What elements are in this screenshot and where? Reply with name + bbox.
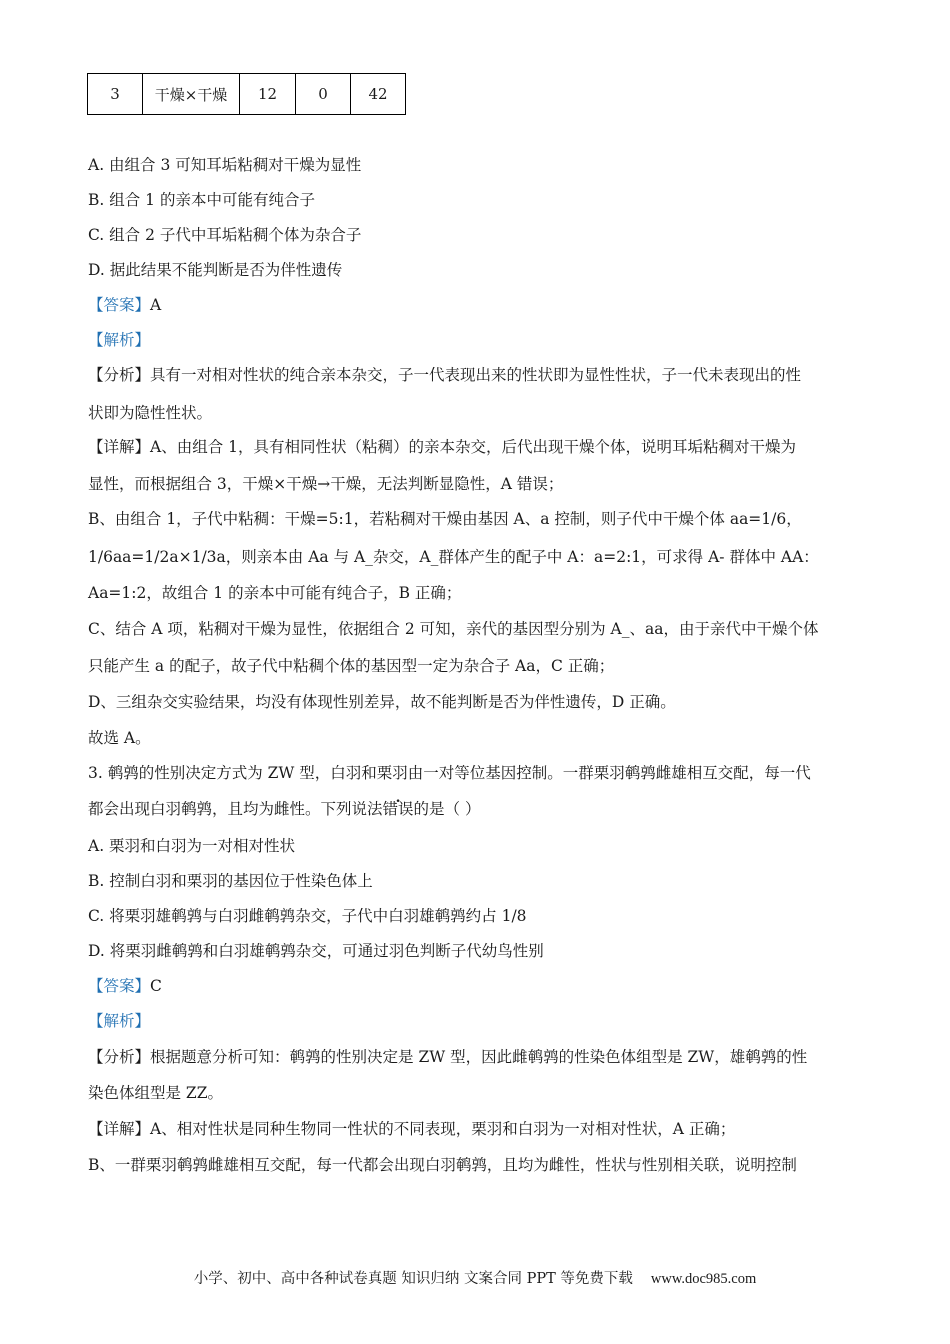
q2-detail-line-3: B、由组合 1，子代中粘稠：干燥=5:1，若粘稠对干燥由基因 A、a 控制，则子代中干燥个体 aa=1/6， <box>88 510 802 528</box>
fenxi-tag: 【分析】 <box>88 366 151 384</box>
q3-option-b: B. 控制白羽和栗羽的基因位于性染色体上 <box>88 872 373 890</box>
fenxi-text: 具有一对相对性状的纯合亲本杂交，子一代表现出来的性状即为显性性状，子一代未表现出的性 <box>150 366 802 384</box>
q2-detail-line-7: 只能产生 a 的配子，故子代中粘稠个体的基因型一定为杂合子 Aa，C 正确； <box>88 657 615 675</box>
q3-option-c: C. 将栗羽雄鹌鹑与白羽雌鹌鹑杂交，子代中白羽雄鹌鹑约占 1/8 <box>88 907 527 925</box>
table-cell-group: 3 <box>88 74 143 115</box>
footer-text: 小学、初中、高中各种试卷真题 知识归纳 文案合同 PPT 等免费下载 <box>193 1271 633 1287</box>
q2-option-d: D. 据此结果不能判断是否为伴性遗传 <box>88 261 343 279</box>
q3-fenxi-line-1 <box>88 1046 807 1068</box>
q3-answer <box>88 975 162 997</box>
q2-detail-line-6: C、结合 A 项，粘稠对干燥为显性，依据组合 2 可知，亲代的基因型分别为 A_、aa，由于亲代中干燥个体 <box>88 620 819 638</box>
page-footer <box>0 1268 950 1290</box>
q3-analysis-tag <box>88 1010 150 1032</box>
q2-detail-line-5: Aa=1:2，故组合 1 的亲本中可能有纯合子，B 正确； <box>88 584 462 602</box>
q2-detail-line-2: 显性，而根据组合 3，干燥×干燥→干燥，无法判断显隐性，A 错误； <box>88 475 564 493</box>
table-cell-value: 12 <box>240 74 296 115</box>
analysis-tag: 【解析】 <box>88 1012 151 1030</box>
q2-detail-line-1 <box>88 436 796 458</box>
answer-tag: 【答案】 <box>88 296 151 314</box>
q3-stem-line-2 <box>88 798 480 820</box>
q3-option-d: D. 将栗羽雌鹌鹑和白羽雄鹌鹑杂交，可通过羽色判断子代幼鸟性别 <box>88 942 544 960</box>
stem-text: 的是（ ） <box>413 800 481 818</box>
table-row <box>88 74 406 115</box>
answer-value: C <box>150 977 162 995</box>
q3-fenxi-line-2: 染色体组型是 ZZ。 <box>88 1084 223 1102</box>
q3-detail-line-1 <box>88 1118 735 1140</box>
q2-option-b: B. 组合 1 的亲本中可能有纯合子 <box>88 191 315 209</box>
results-table <box>87 73 406 115</box>
q2-option-c: C. 组合 2 子代中耳垢粘稠个体为杂合子 <box>88 226 362 244</box>
q2-answer <box>88 294 161 316</box>
detail-tag: 【详解】 <box>88 438 151 456</box>
q2-detail-line-8: D、三组杂交实验结果，均没有体现性别差异，故不能判断是否为伴性遗传，D 正确。 <box>88 693 676 711</box>
analysis-tag: 【解析】 <box>88 331 151 349</box>
answer-value: A <box>150 296 162 314</box>
fenxi-tag: 【分析】 <box>88 1048 151 1066</box>
q3-stem-line-1: 3. 鹌鹑的性别决定方式为 ZW 型，白羽和栗羽由一对等位基因控制。一群栗羽鹌鹑雌雄相互交配，每一代 <box>88 764 811 782</box>
q2-conclusion: 故选 A。 <box>88 729 151 747</box>
q2-fenxi-line-2: 状即为隐性性状。 <box>88 404 213 422</box>
table-cell-value: 0 <box>296 74 351 115</box>
q3-detail-line-2: B、一群栗羽鹌鹑雌雄相互交配，每一代都会出现白羽鹌鹑，且均为雌性，性状与性别相关联，说明控制 <box>88 1156 797 1174</box>
detail-text: A、相对性状是同种生物同一性状的不同表现，栗羽和白羽为一对相对性状，A 正确； <box>150 1120 736 1138</box>
q2-detail-line-4: 1/6aa=1/2a×1/3a，则亲本由 Aa 与 A_杂交，A_群体产生的配子中 A：a=2:1，可求得 A- 群体中 AA： <box>88 548 819 566</box>
stem-text: 都会出现白羽鹌鹑，且均为雌性。下列说法 <box>88 800 383 818</box>
table-cell-value: 42 <box>351 74 406 115</box>
detail-text: A、由组合 1，具有相同性状（粘稠）的亲本杂交，后代出现干燥个体，说明耳垢粘稠对干燥为 <box>150 438 797 456</box>
q2-analysis-tag <box>88 329 150 351</box>
footer-site-link[interactable]: www.doc985.com <box>650 1271 757 1287</box>
detail-tag: 【详解】 <box>88 1120 151 1138</box>
emphasis-mark: 错误 <box>382 800 414 818</box>
table-cell-cross: 干燥×干燥 <box>143 74 240 115</box>
q2-option-a: A. 由组合 3 可知耳垢粘稠对干燥为显性 <box>88 156 362 174</box>
q2-fenxi-line-1 <box>88 364 801 386</box>
fenxi-text: 根据题意分析可知：鹌鹑的性别决定是 ZW 型，因此雌鹌鹑的性染色体组型是 ZW，雄鹌鹑的性 <box>150 1048 808 1066</box>
q3-option-a: A. 栗羽和白羽为一对相对性状 <box>88 837 296 855</box>
answer-tag: 【答案】 <box>88 977 151 995</box>
